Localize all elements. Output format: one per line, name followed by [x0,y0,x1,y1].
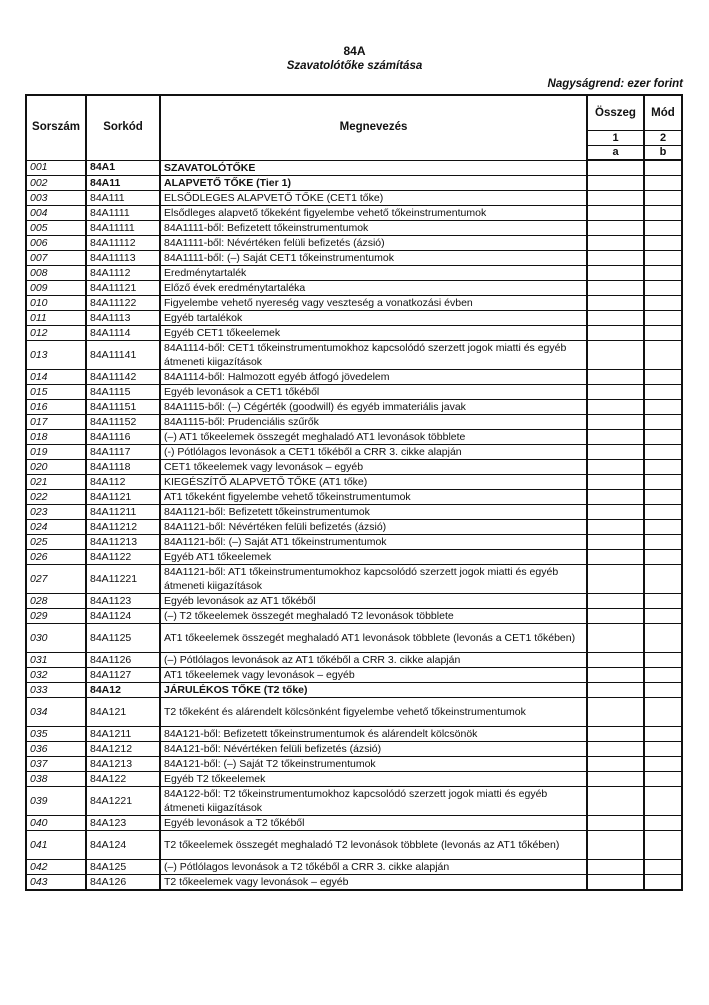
row-sorkod: 84A1121 [86,490,160,505]
row-mod-cell[interactable] [644,594,682,609]
table-row [26,520,682,535]
row-megnevezes: 84A1111-ből: (–) Saját CET1 tőkeinstrumentumok [160,251,587,266]
row-sorszam: 002 [26,176,86,191]
header-mod: Mód [644,95,682,131]
row-megnevezes: Figyelembe vehető nyereség vagy veszteség a vonatkozási évben [160,296,587,311]
row-megnevezes: T2 tőkeként és alárendelt kölcsönként figyelembe vehető tőkeinstrumentumok [160,698,587,727]
row-mod-cell[interactable] [644,385,682,400]
row-megnevezes: 84A1121-ből: Névértéken felüli befizetés (ázsió) [160,520,587,535]
row-sorszam: 030 [26,624,86,653]
table-row [26,296,682,311]
header-osszeg: Összeg [587,95,644,131]
row-mod-cell[interactable] [644,668,682,683]
row-megnevezes: T2 tőkeelemek vagy levonások – egyéb [160,875,587,891]
row-sorkod: 84A1115 [86,385,160,400]
row-osszeg-cell[interactable] [587,460,644,475]
row-osszeg-cell[interactable] [587,445,644,460]
row-mod-cell[interactable] [644,236,682,251]
row-megnevezes: Egyéb levonások a CET1 tőkéből [160,385,587,400]
table-row [26,609,682,624]
row-osszeg-cell[interactable] [587,505,644,520]
row-sorkod: 84A11221 [86,565,160,594]
row-megnevezes: 84A1115-ből: Prudenciális szűrők [160,415,587,430]
row-osszeg-cell[interactable] [587,400,644,415]
table-row [26,281,682,296]
table-row [26,757,682,772]
row-mod-cell[interactable] [644,550,682,565]
row-sorszam: 042 [26,860,86,875]
row-mod-cell[interactable] [644,266,682,281]
row-sorkod: 84A1117 [86,445,160,460]
row-sorszam: 035 [26,727,86,742]
row-megnevezes: Egyéb levonások a T2 tőkéből [160,816,587,831]
table-title: Szavatolótőke számítása [286,60,423,72]
row-osszeg-cell[interactable] [587,860,644,875]
row-mod-cell[interactable] [644,221,682,236]
row-sorszam: 011 [26,311,86,326]
row-sorkod: 84A123 [86,816,160,831]
row-sorszam: 028 [26,594,86,609]
row-megnevezes: 84A1121-ből: (–) Saját AT1 tőkeinstrumentumok [160,535,587,550]
row-mod-cell[interactable] [644,520,682,535]
row-megnevezes: AT1 tőkeelemek vagy levonások – egyéb [160,668,587,683]
row-sorkod: 84A11151 [86,400,160,415]
row-mod-cell[interactable] [644,326,682,341]
row-osszeg-cell[interactable] [587,385,644,400]
row-sorkod: 84A1211 [86,727,160,742]
row-sorszam: 008 [26,266,86,281]
row-osszeg-cell[interactable] [587,565,644,594]
row-sorkod: 84A11122 [86,296,160,311]
header-osszeg-letter: a [587,146,644,161]
row-sorkod: 84A11111 [86,221,160,236]
table-row [26,831,682,860]
row-sorkod: 84A111 [86,191,160,206]
row-mod-cell[interactable] [644,609,682,624]
table-row [26,772,682,787]
table-row [26,475,682,490]
row-megnevezes: 84A122-ből: T2 tőkeinstrumentumokhoz kapcsolódó szerzett jogok miatti és egyéb átmeneti kiigazítások [160,787,587,816]
row-sorkod: 84A122 [86,772,160,787]
row-sorkod: 84A11121 [86,281,160,296]
row-sorszam: 019 [26,445,86,460]
row-sorszam: 023 [26,505,86,520]
row-sorkod: 84A1111 [86,206,160,221]
row-osszeg-cell[interactable] [587,624,644,653]
table-row [26,445,682,460]
table-row [26,550,682,565]
row-mod-cell[interactable] [644,683,682,698]
row-megnevezes: ALAPVETŐ TŐKE (Tier 1) [160,176,587,191]
row-mod-cell[interactable] [644,400,682,415]
row-sorszam: 010 [26,296,86,311]
row-mod-cell[interactable] [644,430,682,445]
row-sorszam: 005 [26,221,86,236]
table-row [26,415,682,430]
row-sorszam: 007 [26,251,86,266]
row-osszeg-cell[interactable] [587,415,644,430]
row-sorkod: 84A1116 [86,430,160,445]
row-sorszam: 012 [26,326,86,341]
row-sorszam: 038 [26,772,86,787]
row-sorkod: 84A1 [86,160,160,176]
row-mod-cell[interactable] [644,787,682,816]
header-mod-letter: b [644,146,682,161]
row-mod-cell[interactable] [644,742,682,757]
row-sorszam: 027 [26,565,86,594]
row-sorkod: 84A1125 [86,624,160,653]
row-osszeg-cell[interactable] [587,550,644,565]
row-megnevezes: 84A121-ből: Névértéken felüli befizetés (ázsió) [160,742,587,757]
table-row [26,266,682,281]
table-row [26,221,682,236]
row-megnevezes: (–) Pótlólagos levonások az AT1 tőkéből a CRR 3. cikke alapján [160,653,587,668]
header-megnevezes: Megnevezés [160,95,587,160]
row-sorszam: 040 [26,816,86,831]
row-sorszam: 024 [26,520,86,535]
table-row [26,460,682,475]
table-row [26,385,682,400]
row-mod-cell[interactable] [644,698,682,727]
row-megnevezes: (–) T2 tőkeelemek összegét meghaladó T2 levonások többlete [160,609,587,624]
row-megnevezes: JÁRULÉKOS TŐKE (T2 tőke) [160,683,587,698]
row-osszeg-cell[interactable] [587,311,644,326]
row-sorkod: 84A1212 [86,742,160,757]
row-megnevezes: 84A1115-ből: (–) Cégérték (goodwill) és egyéb immateriális javak [160,400,587,415]
table-row [26,311,682,326]
row-osszeg-cell[interactable] [587,698,644,727]
row-sorszam: 037 [26,757,86,772]
table-row [26,176,682,191]
row-megnevezes: 84A1111-ből: Befizetett tőkeinstrumentumok [160,221,587,236]
row-mod-cell[interactable] [644,490,682,505]
row-sorkod: 84A11141 [86,341,160,370]
table-row [26,400,682,415]
row-megnevezes: ELSŐDLEGES ALAPVETŐ TŐKE (CET1 tőke) [160,191,587,206]
row-mod-cell[interactable] [644,727,682,742]
row-megnevezes: T2 tőkeelemek összegét meghaladó T2 levonások többlete (levonás az AT1 tőkében) [160,831,587,860]
row-sorkod: 84A11112 [86,236,160,251]
row-osszeg-cell[interactable] [587,772,644,787]
row-sorkod: 84A1124 [86,609,160,624]
row-mod-cell[interactable] [644,311,682,326]
row-sorszam: 001 [26,160,86,176]
row-mod-cell[interactable] [644,160,682,176]
row-sorszam: 006 [26,236,86,251]
header-osszeg-number: 1 [587,131,644,146]
row-osszeg-cell[interactable] [587,594,644,609]
row-mod-cell[interactable] [644,860,682,875]
row-megnevezes: Egyéb CET1 tőkeelemek [160,326,587,341]
table-row [26,698,682,727]
row-sorkod: 84A11211 [86,505,160,520]
table-row [26,727,682,742]
row-megnevezes: (–) AT1 tőkeelemek összegét meghaladó AT1 levonások többlete [160,430,587,445]
row-sorszam: 031 [26,653,86,668]
header-sorkod: Sorkód [86,95,160,160]
row-sorszam: 021 [26,475,86,490]
row-osszeg-cell[interactable] [587,683,644,698]
row-osszeg-cell[interactable] [587,475,644,490]
row-megnevezes: 84A1111-ből: Névértéken felüli befizetés (ázsió) [160,236,587,251]
table-row [26,742,682,757]
row-sorszam: 014 [26,370,86,385]
row-megnevezes: Elsődleges alapvető tőkeként figyelembe vehető tőkeinstrumentumok [160,206,587,221]
row-mod-cell[interactable] [644,475,682,490]
table-row [26,160,682,176]
row-sorszam: 009 [26,281,86,296]
row-sorkod: 84A121 [86,698,160,727]
table-row [26,341,682,370]
row-megnevezes: 84A121-ből: (–) Saját T2 tőkeinstrumentumok [160,757,587,772]
table-row [26,594,682,609]
row-osszeg-cell[interactable] [587,520,644,535]
row-sorszam: 020 [26,460,86,475]
row-sorkod: 84A1113 [86,311,160,326]
row-mod-cell[interactable] [644,251,682,266]
row-osszeg-cell[interactable] [587,535,644,550]
table-row [26,430,682,445]
row-osszeg-cell[interactable] [587,266,644,281]
row-mod-cell[interactable] [644,565,682,594]
table-row [26,668,682,683]
row-mod-cell[interactable] [644,757,682,772]
row-osszeg-cell[interactable] [587,251,644,266]
table-row [26,816,682,831]
table-row [26,875,682,891]
row-sorkod: 84A1221 [86,787,160,816]
row-megnevezes: (-) Pótlólagos levonások a CET1 tőkéből a CRR 3. cikke alapján [160,445,587,460]
row-megnevezes: Egyéb tartalékok [160,311,587,326]
row-osszeg-cell[interactable] [587,370,644,385]
row-osszeg-cell[interactable] [587,191,644,206]
row-megnevezes: 84A1121-ből: Befizetett tőkeinstrumentumok [160,505,587,520]
row-sorkod: 84A11213 [86,535,160,550]
row-sorszam: 039 [26,787,86,816]
row-sorkod: 84A11212 [86,520,160,535]
row-osszeg-cell[interactable] [587,787,644,816]
row-megnevezes: Egyéb levonások az AT1 tőkéből [160,594,587,609]
row-megnevezes: AT1 tőkeelemek összegét meghaladó AT1 levonások többlete (levonás a CET1 tőkében) [160,624,587,653]
row-osszeg-cell[interactable] [587,341,644,370]
row-sorszam: 015 [26,385,86,400]
table-row [26,624,682,653]
row-osszeg-cell[interactable] [587,757,644,772]
row-sorkod: 84A125 [86,860,160,875]
row-sorszam: 026 [26,550,86,565]
row-sorkod: 84A11142 [86,370,160,385]
row-sorkod: 84A1127 [86,668,160,683]
row-megnevezes: 84A1121-ből: AT1 tőkeinstrumentumokhoz kapcsolódó szerzett jogok miatti és egyéb átmeneti kiigazítások [160,565,587,594]
row-sorszam: 003 [26,191,86,206]
row-sorkod: 84A1123 [86,594,160,609]
row-osszeg-cell[interactable] [587,609,644,624]
header-sorszam: Sorszám [26,95,86,160]
row-osszeg-cell[interactable] [587,176,644,191]
row-mod-cell[interactable] [644,816,682,831]
table-row [26,683,682,698]
table-row [26,787,682,816]
row-sorszam: 029 [26,609,86,624]
row-sorszam: 017 [26,415,86,430]
table-row [26,326,682,341]
unit-note: Nagyságrend: ezer forint [547,78,683,90]
row-osszeg-cell[interactable] [587,206,644,221]
row-osszeg-cell[interactable] [587,653,644,668]
row-mod-cell[interactable] [644,772,682,787]
row-megnevezes: 84A1114-ből: CET1 tőkeinstrumentumokhoz kapcsolódó szerzett jogok miatti és egyéb átmeneti kiigazítások [160,341,587,370]
header-mod-number: 2 [644,131,682,146]
row-mod-cell[interactable] [644,535,682,550]
row-osszeg-cell[interactable] [587,490,644,505]
row-sorszam: 036 [26,742,86,757]
row-sorkod: 84A11113 [86,251,160,266]
row-sorkod: 84A1126 [86,653,160,668]
row-megnevezes: Eredménytartalék [160,266,587,281]
row-megnevezes: CET1 tőkeelemek vagy levonások – egyéb [160,460,587,475]
table-row [26,191,682,206]
row-mod-cell[interactable] [644,415,682,430]
row-mod-cell[interactable] [644,831,682,860]
row-sorkod: 84A1122 [86,550,160,565]
row-sorkod: 84A11152 [86,415,160,430]
row-osszeg-cell[interactable] [587,296,644,311]
row-osszeg-cell[interactable] [587,281,644,296]
row-mod-cell[interactable] [644,445,682,460]
row-osszeg-cell[interactable] [587,875,644,891]
row-megnevezes: 84A121-ből: Befizetett tőkeinstrumentumok és alárendelt kölcsönök [160,727,587,742]
row-sorkod: 84A1114 [86,326,160,341]
row-osszeg-cell[interactable] [587,816,644,831]
row-mod-cell[interactable] [644,653,682,668]
table-body [26,160,682,890]
row-sorkod: 84A12 [86,683,160,698]
row-megnevezes: Előző évek eredménytartaléka [160,281,587,296]
row-osszeg-cell[interactable] [587,221,644,236]
row-sorkod: 84A124 [86,831,160,860]
row-sorszam: 013 [26,341,86,370]
row-sorszam: 043 [26,875,86,891]
table-row [26,490,682,505]
row-osszeg-cell[interactable] [587,236,644,251]
row-megnevezes: KIEGÉSZÍTŐ ALAPVETŐ TŐKE (AT1 tőke) [160,475,587,490]
table-row [26,535,682,550]
row-osszeg-cell[interactable] [587,668,644,683]
table-row [26,370,682,385]
row-mod-cell[interactable] [644,296,682,311]
row-sorszam: 018 [26,430,86,445]
report-table [25,94,683,891]
row-megnevezes: Egyéb T2 tőkeelemek [160,772,587,787]
row-megnevezes: SZAVATOLÓTŐKE [160,160,587,176]
row-mod-cell[interactable] [644,875,682,891]
row-sorszam: 041 [26,831,86,860]
row-sorszam: 032 [26,668,86,683]
row-sorszam: 022 [26,490,86,505]
table-code: 84A [343,44,366,58]
row-megnevezes: 84A1114-ből: Halmozott egyéb átfogó jövedelem [160,370,587,385]
row-mod-cell[interactable] [644,460,682,475]
row-sorkod: 84A112 [86,475,160,490]
table-row [26,206,682,221]
row-sorszam: 034 [26,698,86,727]
row-mod-cell[interactable] [644,370,682,385]
row-osszeg-cell[interactable] [587,326,644,341]
row-sorszam: 033 [26,683,86,698]
row-osszeg-cell[interactable] [587,742,644,757]
table-row [26,653,682,668]
row-sorkod: 84A1112 [86,266,160,281]
row-sorszam: 016 [26,400,86,415]
table-row [26,236,682,251]
row-osszeg-cell[interactable] [587,430,644,445]
row-sorkod: 84A126 [86,875,160,891]
row-sorkod: 84A1118 [86,460,160,475]
row-megnevezes: Egyéb AT1 tőkeelemek [160,550,587,565]
row-mod-cell[interactable] [644,191,682,206]
row-sorszam: 025 [26,535,86,550]
table-row [26,565,682,594]
row-mod-cell[interactable] [644,341,682,370]
row-mod-cell[interactable] [644,505,682,520]
row-mod-cell[interactable] [644,624,682,653]
row-sorszam: 004 [26,206,86,221]
row-osszeg-cell[interactable] [587,160,644,176]
row-megnevezes: (–) Pótlólagos levonások a T2 tőkéből a CRR 3. cikke alapján [160,860,587,875]
row-osszeg-cell[interactable] [587,831,644,860]
row-osszeg-cell[interactable] [587,727,644,742]
table-row [26,251,682,266]
table-row [26,860,682,875]
row-mod-cell[interactable] [644,206,682,221]
row-megnevezes: AT1 tőkeként figyelembe vehető tőkeinstrumentumok [160,490,587,505]
table-row [26,505,682,520]
row-sorkod: 84A1213 [86,757,160,772]
row-sorkod: 84A11 [86,176,160,191]
row-mod-cell[interactable] [644,176,682,191]
row-mod-cell[interactable] [644,281,682,296]
